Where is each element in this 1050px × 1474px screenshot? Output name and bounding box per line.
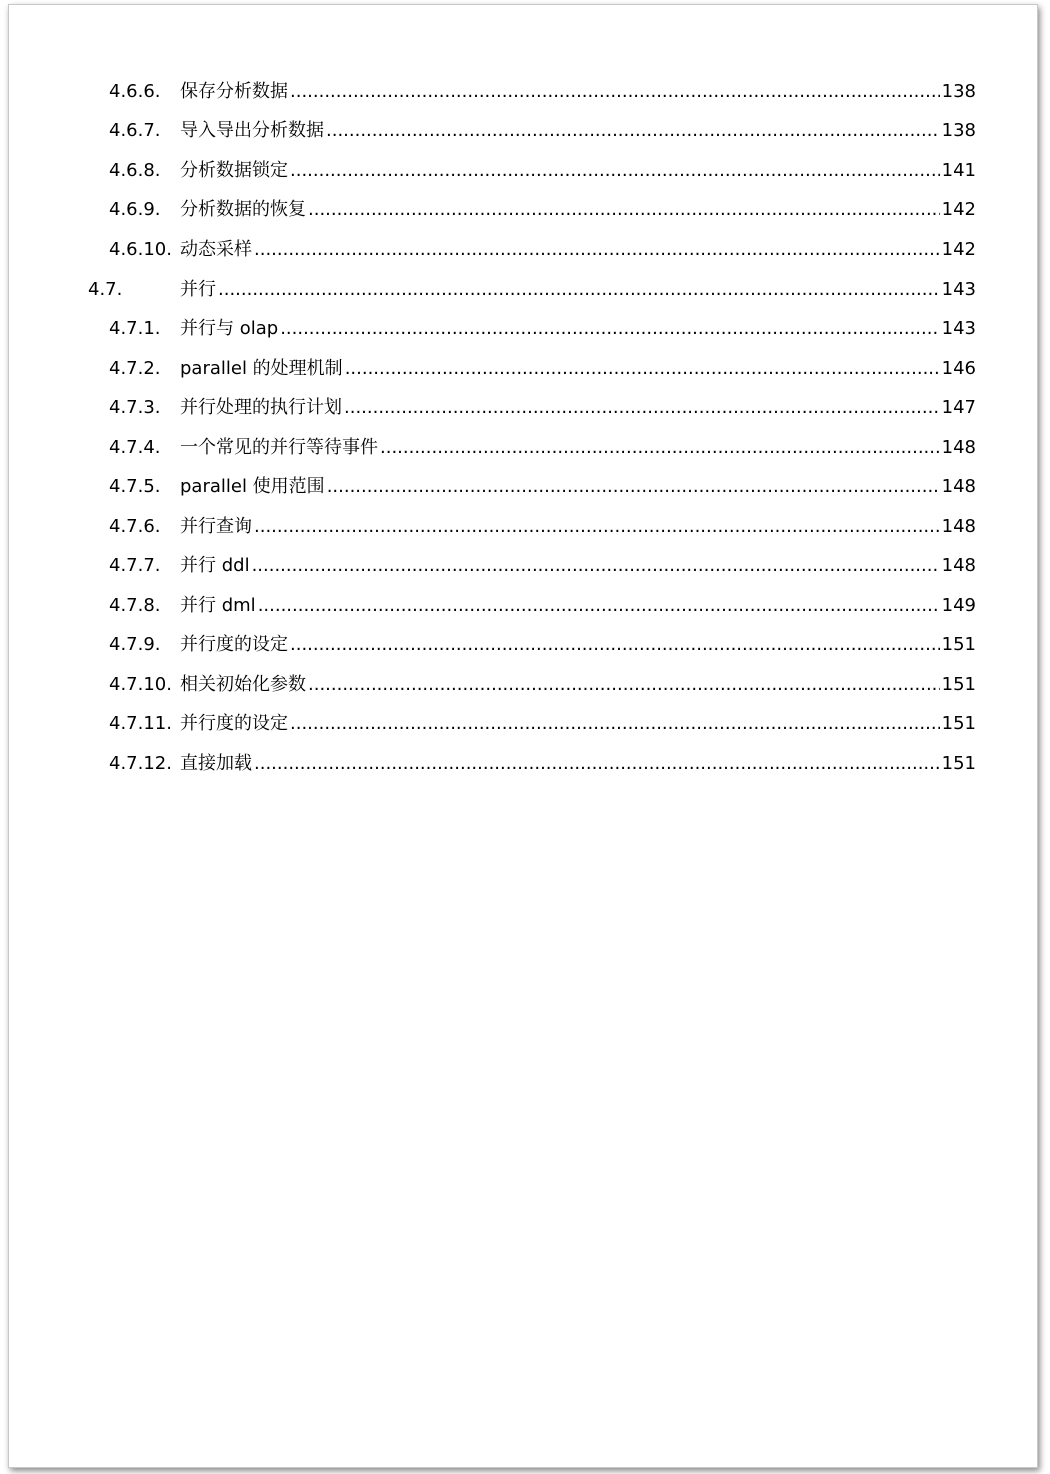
document-page — [8, 4, 1038, 1468]
toc-entry[interactable] — [109, 551, 976, 581]
toc-entry-title: 并行处理的执行计划 — [180, 397, 342, 418]
toc-entry-page: 151 — [941, 713, 976, 734]
toc-entry-page: 143 — [941, 279, 976, 300]
toc-entry-page: 151 — [941, 634, 976, 655]
toc-entry-page: 149 — [941, 595, 976, 616]
toc-entry-page: 141 — [941, 160, 976, 181]
toc-leader-dots — [380, 437, 940, 458]
toc-entry[interactable] — [109, 749, 976, 779]
toc-entry[interactable] — [109, 709, 976, 739]
toc-entry-title: 分析数据锁定 — [180, 160, 288, 181]
toc-entry[interactable] — [109, 433, 976, 463]
toc-entry[interactable] — [109, 116, 976, 146]
toc-entry-number: 4.7.1. — [109, 318, 161, 339]
toc-entry-page: 138 — [941, 81, 976, 102]
toc-entry-page: 148 — [941, 437, 976, 458]
toc-leader-dots — [218, 279, 940, 300]
toc-leader-dots — [280, 318, 939, 339]
toc-entry-title: 并行查询 — [180, 516, 252, 537]
toc-entry-number: 4.6.9. — [109, 199, 161, 220]
toc-entry-title: 并行 — [180, 279, 216, 300]
toc-entry-title: 一个常见的并行等待事件 — [180, 437, 378, 458]
toc-entry-number: 4.6.10. — [109, 239, 172, 260]
toc-entry[interactable] — [109, 156, 976, 186]
toc-entry-page: 148 — [941, 516, 976, 537]
toc-leader-dots — [344, 397, 940, 418]
toc-entry[interactable] — [109, 77, 976, 107]
toc-entry-number: 4.6.8. — [109, 160, 161, 181]
toc-entry-page: 142 — [941, 199, 976, 220]
toc-entry-number: 4.6.6. — [109, 81, 161, 102]
toc-leader-dots — [254, 239, 940, 260]
toc-entry[interactable] — [88, 275, 976, 305]
toc-entry-number: 4.7.9. — [109, 634, 161, 655]
toc-entry-number: 4.7.4. — [109, 437, 161, 458]
toc-entry[interactable] — [109, 591, 976, 621]
toc-entry-number: 4.7.12. — [109, 753, 172, 774]
toc-leader-dots — [290, 160, 940, 181]
toc-entry-page: 142 — [941, 239, 976, 260]
toc-entry-number: 4.7.8. — [109, 595, 161, 616]
toc-entry[interactable] — [109, 630, 976, 660]
toc-entry[interactable] — [109, 195, 976, 225]
toc-entry[interactable] — [109, 314, 976, 344]
toc-entry-title: 并行度的设定 — [180, 634, 288, 655]
toc-entry[interactable] — [109, 512, 976, 542]
toc-entry-title: 并行与 olap — [180, 318, 279, 339]
toc-entry-number: 4.7. — [88, 279, 123, 300]
toc-leader-dots — [252, 555, 940, 576]
toc-entry-page: 148 — [941, 555, 976, 576]
toc-entry-title: 导入导出分析数据 — [180, 120, 324, 141]
toc-entry-title: parallel 使用范围 — [180, 476, 325, 497]
toc-entry-title: 分析数据的恢复 — [180, 199, 306, 220]
toc-leader-dots — [345, 358, 940, 379]
toc-leader-dots — [290, 713, 940, 734]
toc-leader-dots — [254, 753, 940, 774]
toc-entry-page: 146 — [941, 358, 976, 379]
toc-entry-title: 保存分析数据 — [180, 81, 288, 102]
toc-leader-dots — [290, 81, 940, 102]
toc-leader-dots — [327, 476, 940, 497]
toc-entry-number: 4.7.2. — [109, 358, 161, 379]
toc-entry-number: 4.7.7. — [109, 555, 161, 576]
toc-leader-dots — [326, 120, 940, 141]
toc-entry-page: 151 — [941, 674, 976, 695]
toc-entry[interactable] — [109, 670, 976, 700]
toc-leader-dots — [308, 674, 940, 695]
toc-entry[interactable] — [109, 393, 976, 423]
toc-entry-title: 动态采样 — [180, 239, 252, 260]
toc-entry-number: 4.7.6. — [109, 516, 161, 537]
toc-entry-title: 并行度的设定 — [180, 713, 288, 734]
toc-entry-page: 138 — [941, 120, 976, 141]
toc-entry[interactable] — [109, 472, 976, 502]
toc-entry[interactable] — [109, 235, 976, 265]
toc-leader-dots — [258, 595, 940, 616]
toc-entry-page: 151 — [941, 753, 976, 774]
toc-entry-number: 4.7.11. — [109, 713, 172, 734]
toc-entry-page: 148 — [941, 476, 976, 497]
toc-entry-title: 相关初始化参数 — [180, 674, 306, 695]
toc-entry-title: 直接加载 — [180, 753, 252, 774]
toc-entry-page: 143 — [941, 318, 976, 339]
toc-entry-number: 4.7.3. — [109, 397, 161, 418]
toc-entry-title: 并行 ddl — [180, 555, 250, 576]
toc-entry-title: parallel 的处理机制 — [180, 358, 343, 379]
toc-leader-dots — [308, 199, 940, 220]
toc-entry-number: 4.7.5. — [109, 476, 161, 497]
toc-leader-dots — [254, 516, 940, 537]
toc-leader-dots — [290, 634, 940, 655]
toc-entry-page: 147 — [941, 397, 976, 418]
toc-entry[interactable] — [109, 354, 976, 384]
toc-entry-number: 4.7.10. — [109, 674, 172, 695]
toc-entry-number: 4.6.7. — [109, 120, 161, 141]
toc-entry-title: 并行 dml — [180, 595, 256, 616]
